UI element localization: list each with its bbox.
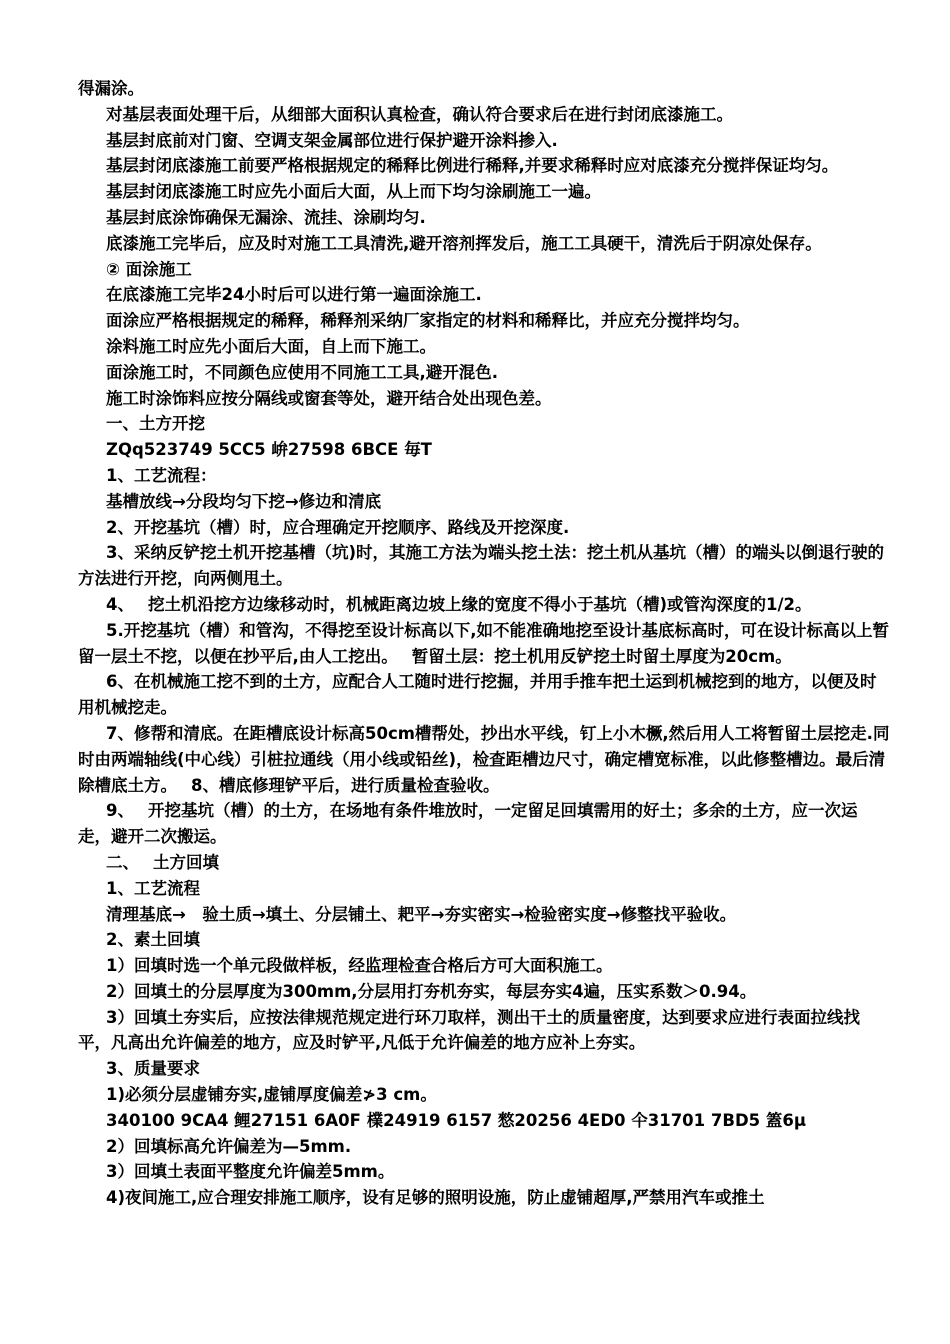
paragraph-29: 1）回填时选一个单元段做样板，经监理检查合格后方可大面积施工。 — [106, 956, 613, 976]
paragraph-31: 3）回填土夯实后，应按法律规范规定进行环刀取样，测出干土的质量密度，达到要求应进行表面拉线找平，凡高出允许偏差的地方，应及时铲平,凡低于允许偏差的地方应补上夯实。 — [78, 1007, 860, 1053]
paragraph-10: 面涂应严格根据规定的稀释，稀释剂采纳厂家指定的材料和稀释比，并应充分搅拌均匀。 — [106, 311, 750, 331]
section-heading-excavation: 一、土方开挖 — [106, 414, 205, 434]
paragraph-27: 清理基底→ 验土质→填土、分层铺土、耙平→夯实密实→检验密实度→修整找平验收。 — [106, 904, 737, 924]
subheading-process-flow-1: 1、工艺流程： — [106, 465, 217, 485]
paragraph-35: 2）回填标高允许偏差为—5mm. — [106, 1136, 352, 1156]
paragraph-12: 面涂施工时，不同颜色应使用不同施工工具,避开混色. — [106, 362, 499, 382]
paragraph-24: 9、 开挖基坑（槽）的土方，在场地有条件堆放时，一定留足回填需用的好土；多余的土方，应一次运走，避开二次搬运。 — [78, 801, 858, 847]
paragraph-19: 3、采纳反铲挖土机开挖基槽（坑)时，其施工方法为端头挖土法：挖土机从基坑（槽）的端头以倒退行驶的方法进行开挖，向两侧甩土。 — [78, 543, 885, 589]
paragraph-33: 1)必须分层虚铺夯实,虚铺厚度偏差≯3 cm。 — [106, 1085, 437, 1105]
paragraph-22: 6、在机械施工挖不到的土方，应配合人工随时进行挖掘，并用手推车把土运到机械挖到的地方，以便及时用机械挖走。 — [78, 672, 877, 718]
paragraph-37: 4)夜间施工,应合理安排施工顺序，设有足够的照明设施，防止虚铺超厚,严禁用汽车或推土 — [106, 1188, 765, 1208]
paragraph-20: 4、 挖土机沿挖方边缘移动时，机械距离边坡上缘的宽度不得小于基坑（槽)或管沟深度的1/2。 — [106, 594, 812, 614]
section-heading-backfill: 二、 土方回填 — [106, 852, 219, 872]
paragraph-4: 基层封闭底漆施工前要严格根据规定的稀释比例进行稀释,并要求稀释时应对底漆充分搅拌保证均匀。 — [106, 156, 839, 176]
paragraph-23: 7、修帮和清底。在距槽底设计标高50cm槽帮处，抄出水平线，钉上小木橛,然后用人工将暂留土层挖走.同时由两端轴线(中心线）引桩拉通线（用小线或铅丝)，检查距槽边尺寸，确定槽宽标准，以此修整槽边。最后清除槽底土方。 8、槽底修理铲平后，进行质量检查验收。 — [78, 723, 890, 795]
subheading-plain-soil-backfill: 2、素土回填 — [106, 930, 200, 950]
subheading-quality-requirements: 3、质量要求 — [106, 1059, 200, 1079]
section-heading-topcoat: ② 面涂施工 — [106, 259, 192, 279]
paragraph-17: 基槽放线→分段均匀下挖→修边和清底 — [106, 491, 382, 511]
paragraph-30: 2）回填土的分层厚度为300mm,分层用打夯机夯实，每层夯实4遍，压实系数＞0.94。 — [106, 981, 757, 1001]
paragraph-11: 涂料施工时应先小面后大面，自上而下施工。 — [106, 336, 436, 356]
paragraph-9: 在底漆施工完毕24小时后可以进行第一遍面涂施工. — [106, 285, 482, 305]
garbled-code-line-2: 340100 9CA4 鲤27151 6A0F 檏24919 6157 憗20256 4ED0 仐31701 7BD5 篕6μ — [106, 1110, 806, 1130]
paragraph-3: 基层封底前对门窗、空调支架金属部位进行保护避开涂料掺入. — [106, 130, 558, 150]
paragraph-21: 5.开挖基坑（槽）和管沟，不得挖至设计标高以下,如不能准确地挖至设计基底标高时，可在设计标高以上暂留一层土不挖，以便在抄平后,由人工挖出。 暂留土层：挖土机用反铲挖土时留土厚度为20cm。 — [78, 620, 890, 666]
paragraph-6: 基层封底涂饰确保无漏涂、流挂、涂刷均匀. — [106, 207, 426, 227]
paragraph-7: 底漆施工完毕后，应及时对施工工具清洗,避开溶剂挥发后，施工工具硬干，清洗后于阴凉处保存。 — [106, 233, 822, 253]
subheading-process-flow-2: 1、工艺流程 — [106, 878, 200, 898]
paragraph-1: 得漏涂。 — [78, 79, 144, 98]
paragraph-36: 3）回填土表面平整度允许偏差5mm。 — [106, 1162, 395, 1182]
garbled-code-line-1: ZQq523749 5CC5 峅27598 6BCE 毎T — [106, 440, 432, 460]
paragraph-2: 对基层表面处理干后，从细部大面积认真检查，确认符合要求后在进行封闭底漆施工。 — [106, 104, 733, 124]
paragraph-13: 施工时涂饰料应按分隔线或窗套等处，避开结合处出现色差。 — [106, 388, 552, 408]
document-body — [78, 76, 890, 1211]
paragraph-18: 2、开挖基坑（槽）时，应合理确定开挖顺序、路线及开挖深度. — [106, 517, 570, 537]
paragraph-5: 基层封闭底漆施工时应先小面后大面，从上而下均匀涂刷施工一遍。 — [106, 182, 601, 202]
